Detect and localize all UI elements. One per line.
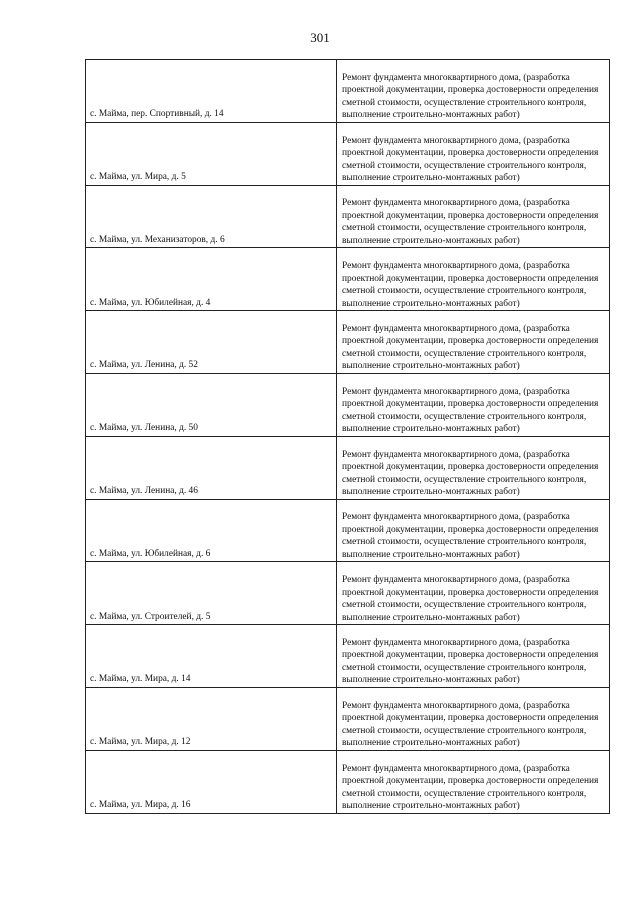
table-row (86, 248, 610, 311)
address-cell: с. Майма, ул. Мира, д. 14 (86, 625, 337, 688)
address-cell: с. Майма, ул. Ленина, д. 46 (86, 436, 337, 499)
address-cell: с. Майма, ул. Ленина, д. 50 (86, 373, 337, 436)
address-cell: с. Майма, ул. Мира, д. 16 (86, 750, 337, 813)
work-description-cell (337, 373, 610, 436)
work-description-cell (337, 248, 610, 311)
work-description-text: Ремонт фундамента многоквартирного дома, (разработка проектной документации, проверка достоверности определения сметной стоимости, осуществление строительного контроля, выполнение строительно-монтажных работ) (342, 637, 599, 686)
table-row (86, 499, 610, 562)
work-description-text: Ремонт фундамента многоквартирного дома, (разработка проектной документации, проверка достоверности определения сметной стоимости, осуществление строительного контроля, выполнение строительно-монтажных работ) (342, 575, 599, 623)
work-description-text: Ремонт фундамента многоквартирного дома, (разработка проектной документации, проверка достоверности определения сметной стоимости, осуществление строительного контроля, выполнение строительно-монтажных работ) (342, 449, 599, 498)
work-description-cell (337, 436, 610, 499)
table-row (86, 373, 610, 436)
work-description-cell (337, 625, 610, 688)
work-description-cell (337, 311, 610, 374)
table-row (86, 311, 610, 374)
work-description-cell (337, 60, 610, 123)
work-description-cell (337, 562, 610, 625)
table-row (86, 562, 610, 625)
page-number: 301 (310, 30, 330, 45)
address-cell: с. Майма, ул. Юбилейная, д. 4 (86, 248, 337, 311)
work-description-cell (337, 122, 610, 185)
work-description-text: Ремонт фундамента многоквартирного дома, (разработка проектной документации, проверка достоверности определения сметной стоимости, осуществление строительного контроля, выполнение строительно-монтажных работ) (342, 198, 599, 246)
address-cell: с. Майма, ул. Ленина, д. 52 (86, 311, 337, 374)
address-cell: с. Майма, ул. Строителей, д. 5 (86, 562, 337, 625)
work-description-cell (337, 750, 610, 813)
work-description-text: Ремонт фундамента многоквартирного дома, (разработка проектной документации, проверка достоверности определения сметной стоимости, осуществление строительного контроля, выполнение строительно-монтажных работ) (342, 386, 599, 435)
address-cell: с. Майма, пер. Спортивный, д. 14 (86, 60, 337, 123)
table-body (86, 60, 610, 814)
work-description-cell (337, 499, 610, 562)
table-row (86, 750, 610, 813)
table-row (86, 687, 610, 750)
work-description-cell (337, 687, 610, 750)
work-description-text: Ремонт фундамента многоквартирного дома, (разработка проектной документации, проверка достоверности определения сметной стоимости, осуществление строительного контроля, выполнение строительно-монтажных работ) (342, 512, 599, 560)
work-description-cell (337, 185, 610, 248)
work-description-text: Ремонт фундамента многоквартирного дома, (разработка проектной документации, проверка достоверности определения сметной стоимости, осуществление строительного контроля, выполнение строительно-монтажных работ) (342, 261, 599, 309)
work-description-text: Ремонт фундамента многоквартирного дома, (разработка проектной документации, проверка достоверности определения сметной стоимости, осуществление строительного контроля, выполнение строительно-монтажных работ) (342, 700, 599, 749)
table-row (86, 122, 610, 185)
address-cell: с. Майма, ул. Механизаторов, д. 6 (86, 185, 337, 248)
work-description-text: Ремонт фундамента многоквартирного дома, (разработка проектной документации, проверка достоверности определения сметной стоимости, осуществление строительного контроля, выполнение строительно-монтажных работ) (342, 763, 599, 812)
work-description-text: Ремонт фундамента многоквартирного дома, (разработка проектной документации, проверка достоверности определения сметной стоимости, осуществление строительного контроля, выполнение строительно-монтажных работ) (342, 72, 599, 121)
table-row (86, 60, 610, 123)
table-row (86, 436, 610, 499)
table-row (86, 625, 610, 688)
work-description-text: Ремонт фундамента многоквартирного дома, (разработка проектной документации, проверка достоверности определения сметной стоимости, осуществление строительного контроля, выполнение строительно-монтажных работ) (342, 135, 599, 184)
repair-works-table (85, 59, 610, 814)
address-cell: с. Майма, ул. Мира, д. 5 (86, 122, 337, 185)
address-cell: с. Майма, ул. Мира, д. 12 (86, 687, 337, 750)
work-description-text: Ремонт фундамента многоквартирного дома, (разработка проектной документации, проверка достоверности определения сметной стоимости, осуществление строительного контроля, выполнение строительно-монтажных работ) (342, 323, 599, 372)
address-cell: с. Майма, ул. Юбилейная, д. 6 (86, 499, 337, 562)
table-row (86, 185, 610, 248)
